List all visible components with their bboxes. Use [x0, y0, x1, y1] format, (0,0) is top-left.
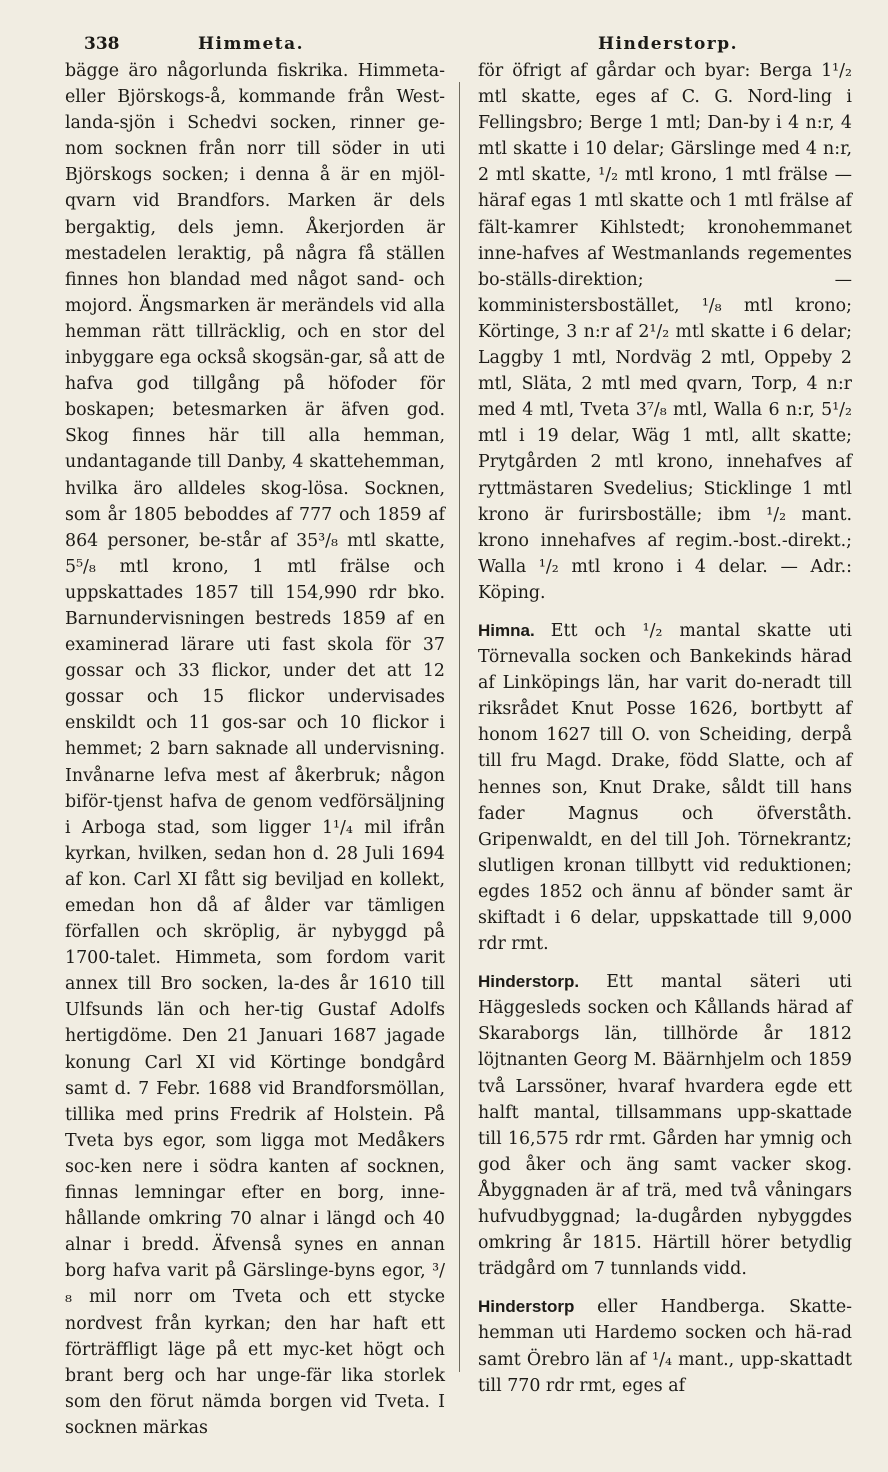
- entry-text-hinderstorp-2: eller Handberga. Skatte-hemman uti Hardemo socken och hä-rad samt Örebro län af ¹/₄ mant., upp-skattadt till 770 rdr rmt, eges af: [478, 1297, 852, 1396]
- entry-hinderstorp-1: [478, 969, 852, 1282]
- entry-head-hinderstorp-2: Hinderstorp: [478, 1297, 598, 1317]
- entry-head-himna: Himna.: [478, 620, 551, 640]
- left-running-title: Himmeta.: [198, 34, 305, 54]
- entry-hinderstorp-2: [478, 1294, 852, 1398]
- entry-head-hinderstorp-1: Hinderstorp.: [478, 972, 607, 992]
- page-number: 338: [84, 34, 120, 54]
- right-running-title: Hinderstorp.: [598, 34, 739, 54]
- entry-text-hinderstorp-1: Ett mantal säteri uti Häggesleds socken och Kållands härad af Skaraborgs län, tillhörde år 1812 löjtnanten Georg M. Bäärnhjelm och 1859 två Larssöner, hvaraf hvardera egde ett halft mantal, tillsammans upp-skattade till 16,575 rdr rmt. Gården har ymnig och god åker och äng samt vacker skog. Åbyggnaden är af trä, med två våningars hufvudbyggnad; la-dugården nybyggdes omkring år 1815. Härtill hörer betydlig trädgård om 7 tunnlands vidd.: [478, 972, 852, 1280]
- entry-himna: [478, 618, 852, 957]
- right-intro-paragraph: för öfrigt af gårdar och byar: Berga 1¹/₂ mtl skatte, eges af C. G. Nord-ling i Fellingsbro; Berge 1 mtl; Dan-by i 4 n:r, 4 mtl skatte i 10 delar; Gärslinge med 4 n:r, 2 mtl skatte, ¹/₂ mtl krono, 1 mtl frälse — häraf egas 1 mtl skatte och 1 mtl frälse af fält-kamrer Kihlstedt; kronohemmanet inne-hafves af Westmanlands regementes bo-ställs-direktion; — komministersbostället, ¹/₈ mtl krono; Körtinge, 3 n:r af 2¹/₂ mtl skatte i 6 delar; Laggby 1 mtl, Nordväg 2 mtl, Oppeby 2 mtl, Släta, 2 mtl med qvarn, Torp, 4 n:r med 4 mtl, Tveta 3⁷/₈ mtl, Walla 6 n:r, 5¹/₂ mtl i 19 delar, Wäg 1 mtl, allt skatte; Prytgården 2 mtl krono, innehafves af ryttmästaren Svedelius; Sticklinge 1 mtl krono är furirsboställe; ibm ¹/₂ mant. krono innehafves af regim.-bost.-direkt.; Walla ¹/₂ mtl krono i 4 delar. — Adr.: Köping.: [478, 61, 852, 603]
- left-column: [65, 58, 445, 1438]
- right-column: [478, 58, 852, 1418]
- entry-text-himna: Ett och ¹/₂ mantal skatte uti Törnevalla socken och Bankekinds härad af Linköpings län, har varit do-neradt till riksrådet Knut Posse 1626, bortbytt af honom 1627 till O. von Scheiding, derpå till fru Magd. Drake, född Slatte, och af hennes son, Knut Drake, såldt till hans fader Magnus och öfverståth. Gripenwaldt, en del till Joh. Törnekrantz; slutligen kronan tillbytt vid reduktionen; egdes 1852 och ännu af bönder samt är skiftadt i 6 delar, uppskattade till 9,000 rdr rmt.: [478, 620, 852, 955]
- left-paragraph: bägge äro någorlunda fiskrika. Himmeta- eller Björskogs-å, kommande från West-landa-sjön i Schedvi socken, rinner ge-nom socknen från norr till söder in uti Björskogs socken; i denna å är en mjöl-qvarn vid Brandfors. Marken är dels bergaktig, dels jemn. Åkerjorden är mestadelen leraktig, på några få ställen finnes hon blandad med något sand- och mojord. Ängsmarken är merändels vid alla hemman rätt tillräcklig, och en stor del inbyggare ega också skogsän-gar, så att de hafva god tillgång på höfoder för boskapen; betesmarken är äfven god. Skog finnes här till alla hemman, undantagande till Danby, 4 skattehemman, hvilka äro alldeles skog-lösa. Socknen, som år 1805 beboddes af 777 och 1859 af 864 personer, be-står af 35³/₈ mtl skatte, 5⁵/₈ mtl krono, 1 mtl frälse och uppskattades 1857 till 154,990 rdr bko. Barnundervisningen bestreds 1859 af en examinerad lärare uti fast skola för 37 gossar och 33 flickor, under det att 12 gossar och 15 flickor undervisades enskildt och 11 gos-sar och 10 flickor i hemmet; 2 barn saknade all undervisning. Invånarne lefva mest af åkerbruk; någon biför-tjenst hafva de genom vedförsäljning i Arboga stad, som ligger 1¹/₄ mil ifrån kyrkan, hvilken, sedan hon d. 28 Juli 1694 af kon. Carl XI fått sig beviljad en kollekt, emedan hon då af ålder var tämligen förfallen och skröplig, är nybyggd på 1700-talet. Himmeta, som fordom varit annex till Bro socken, la-des år 1610 till Ulfsunds län och her-tig Gustaf Adolfs hertigdöme. Den 21 Januari 1687 jagade konung Carl XI vid Körtinge bondgård samt d. 7 Febr. 1688 vid Brandforsmöllan, tillika med prins Fredrik af Holstein. På Tveta bys egor, som ligga mot Medåkers soc-ken nere i södra kanten af socknen, finnas lemningar efter en borg, inne-hållande omkring 70 alnar i längd och 40 alnar i bredd. Äfvenså synes en annan borg hafva varit på Gärslinge-byns egor, ³/₈ mil norr om Tveta och ett stycke nordvest från kyrkan; den har haft ett förträffligt läge på ett myc-ket högt och brant berg och har unge-fär lika storlek som den förut nämda borgen vid Tveta. I socknen märkas: [65, 61, 445, 1438]
- column-divider: [459, 82, 460, 1372]
